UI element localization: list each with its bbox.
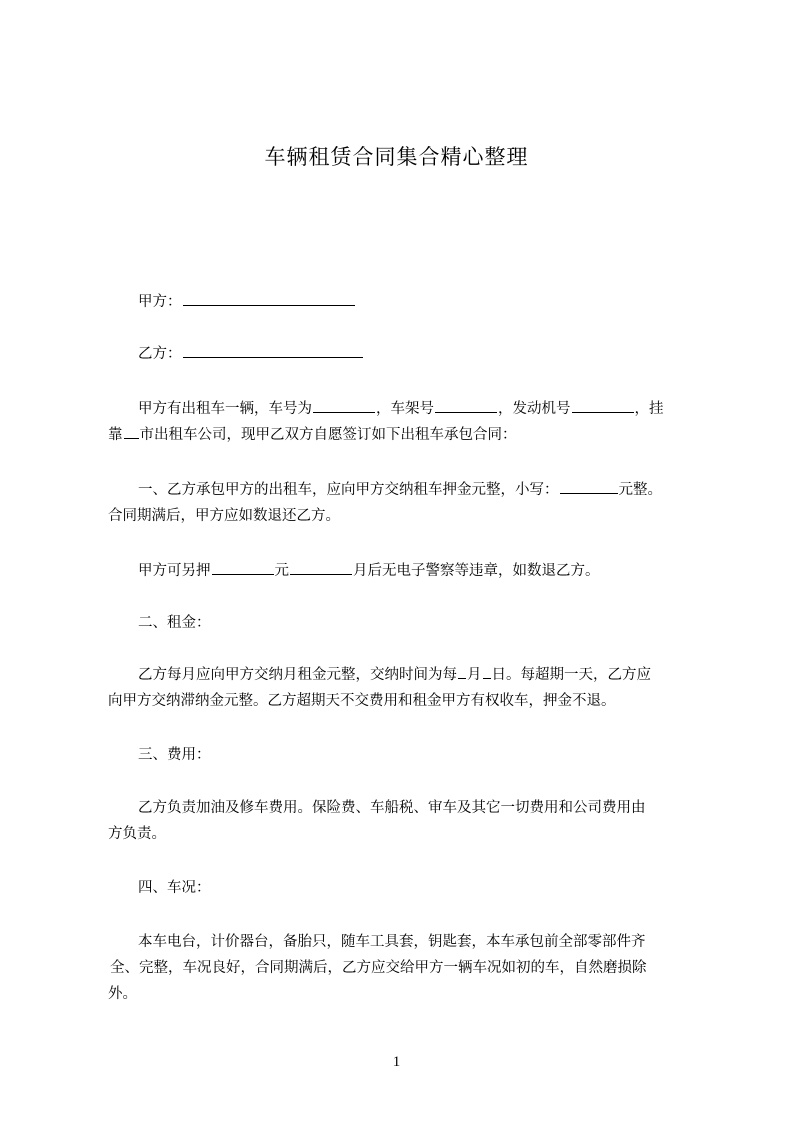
extra-deposit-paragraph [108, 558, 708, 584]
section-3-heading [108, 742, 708, 768]
party-a-label: 甲方： [138, 294, 182, 310]
clause-1-paragraph [108, 477, 708, 529]
rent-text: 日。每超期一天，乙方应 [491, 667, 651, 683]
months-blank [290, 559, 352, 575]
clause-1-text: 元整。 [618, 482, 662, 498]
party-b-blank [183, 342, 363, 358]
intro-text: 靠 [108, 427, 123, 443]
rent-text: 月 [467, 667, 482, 683]
day-blank [483, 663, 491, 679]
deposit-text: 甲方可另押 [138, 563, 211, 579]
rent-paragraph [108, 662, 708, 714]
condition-text: 外。 [108, 986, 137, 1002]
party-a-line [108, 289, 708, 315]
fees-text: 方负责。 [108, 826, 166, 842]
deposit-text: 月后无电子警察等违章，如数退乙方。 [353, 563, 600, 579]
section-4-heading [108, 875, 708, 901]
plate-number-blank [313, 397, 375, 413]
intro-text: ，发动机号 [498, 401, 571, 417]
condition-text: 全、完整，车况良好，合同期满后，乙方应交给甲方一辆车况如初的车，自然磨损除 [110, 960, 647, 976]
deposit-amount-blank [560, 478, 618, 494]
engine-number-blank [572, 397, 634, 413]
intro-text: 市出租车公司，现甲乙双方自愿签订如下出租车承包合同： [139, 427, 517, 443]
intro-text: 甲方有出租车一辆，车号为 [138, 401, 312, 417]
condition-text: 本车电台，计价器台，备胎只，随车工具套，钥匙套，本车承包前全部零部件齐 [138, 934, 646, 950]
frame-number-blank [435, 397, 497, 413]
clause-1-text: 合同期满后，甲方应如数退还乙方。 [108, 508, 340, 524]
clause-1-text: 一、乙方承包甲方的出租车，应向甲方交纳租车押金元整，小写： [138, 482, 559, 498]
deposit-text: 元 [274, 563, 289, 579]
party-b-label: 乙方： [138, 346, 182, 362]
rent-text: 向甲方交纳滞纳金元整。乙方超期天不交费用和租金甲方有权收车，押金不退。 [108, 693, 616, 709]
page-number: 1 [392, 1054, 401, 1070]
intro-text: ，车架号 [376, 401, 434, 417]
month-blank [458, 663, 466, 679]
section-heading: 二、租金： [138, 615, 211, 631]
party-b-line [108, 341, 708, 367]
fees-paragraph [108, 795, 708, 847]
intro-text: ，挂 [634, 401, 664, 417]
section-2-heading [108, 610, 708, 636]
document-title: 车辆租赁合同集合精心整理 [264, 145, 529, 169]
party-a-blank [183, 290, 355, 306]
extra-deposit-amount-blank [212, 559, 274, 575]
section-heading: 三、费用： [138, 747, 211, 763]
city-blank [124, 423, 139, 439]
fees-text: 乙方负责加油及修车费用。保险费、车船税、审车及其它一切费用和公司费用由 [138, 800, 646, 816]
rent-text: 乙方每月应向甲方交纳月租金元整，交纳时间为每 [138, 667, 457, 683]
condition-paragraph [108, 929, 708, 1007]
intro-paragraph [108, 396, 708, 448]
section-heading: 四、车况： [138, 880, 211, 896]
